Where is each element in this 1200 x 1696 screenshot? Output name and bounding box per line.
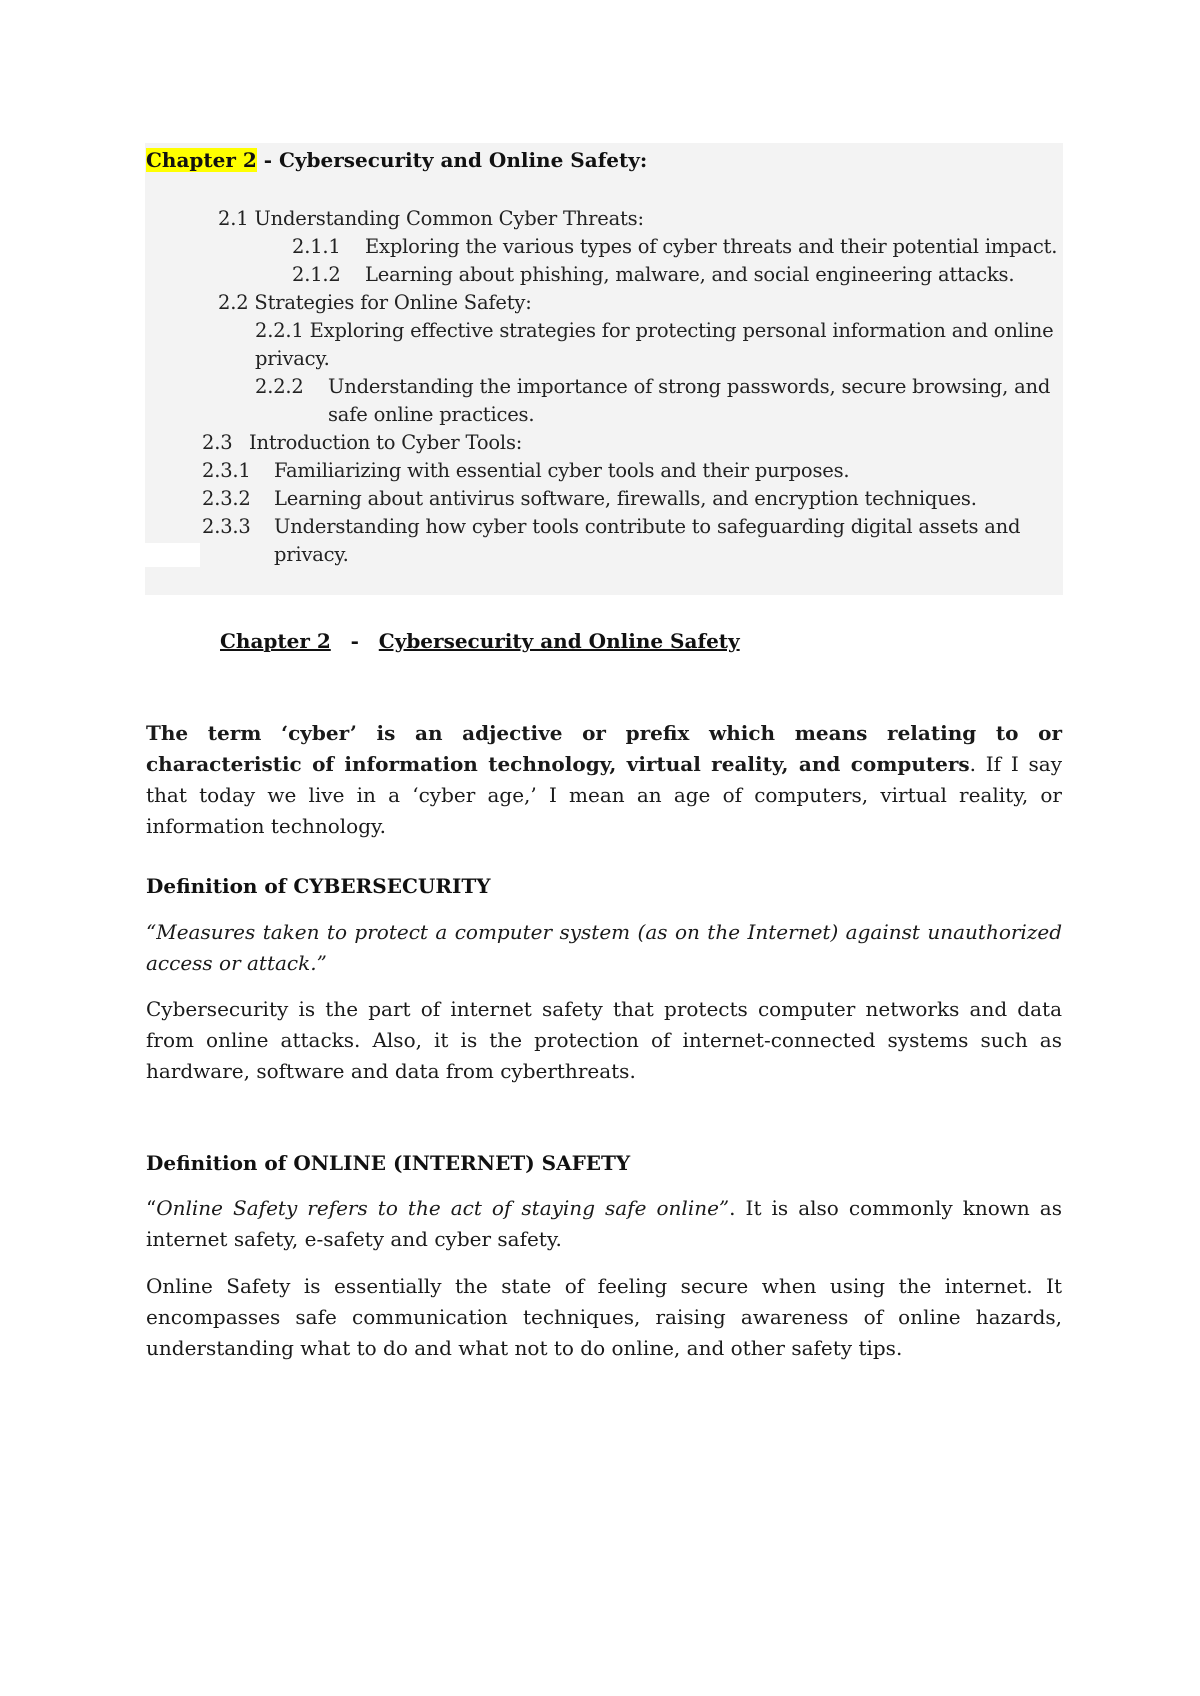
cybersecurity-body: Cybersecurity is the part of internet safety that protects computer networks and data from online attacks. Also, it is the protection of internet-connected systems such as hardware, software and data from cyberthreats.: [146, 997, 1062, 1083]
toc-number: 2.3.3: [202, 515, 251, 538]
toc-number: 2.2.2: [255, 375, 304, 398]
intro-text: . If I say that today we live in a ‘cyber age,’ I mean an age of computers, virtual reality, or information technology.: [146, 752, 1062, 838]
toc-text: Learning about antivirus software, firewalls, and encryption techniques.: [274, 487, 977, 510]
toc-text: Exploring effective strategies for protecting personal information and online: [309, 319, 1054, 342]
intro-bold-text: The term ‘cyber’ is an adjective or prefix which means relating to or characteristic of information technology, virtual reality, and computers: [146, 721, 1062, 776]
chapter-highlight: Chapter 2: [146, 148, 257, 172]
chapter-title-separator: -: [350, 629, 359, 653]
toc-text: Familiarizing with essential cyber tools and their purposes.: [274, 459, 850, 482]
cybersecurity-quote-text: “Measures taken to protect a computer system (as on the Internet) against unauthorized access or attack.”: [146, 920, 1062, 975]
toc-text: Learning about phishing, malware, and social engineering attacks.: [365, 263, 1015, 286]
online-safety-heading: Definition of ONLINE (INTERNET) SAFETY: [146, 1151, 631, 1175]
chapter-title-number: Chapter 2: [220, 629, 331, 653]
online-safety-body: Online Safety is essentially the state of feeling secure when using the internet. It encompasses safe communication techniques, raising awareness of online hazards, understanding what to do and what not to do online, and other safety tips.: [146, 1274, 1062, 1360]
cybersecurity-quote: [146, 917, 1062, 979]
intro-paragraph: [146, 718, 1062, 842]
toc-text: Strategies for Online Safety:: [254, 291, 532, 314]
toc-item-2-3-3-cont: [274, 541, 349, 569]
toc-number: 2.3.1: [202, 459, 251, 482]
online-safety-quote-rest: . It is also commonly known as internet safety, e-safety and cyber safety.: [146, 1196, 1062, 1251]
online-safety-quote: [146, 1193, 1062, 1255]
toc-text: Understanding Common Cyber Threats:: [254, 207, 644, 230]
toc-chapter-heading: [146, 146, 647, 174]
toc-notch: [145, 543, 200, 567]
online-safety-quote-text: Online Safety refers to the act of staying safe online”: [156, 1196, 730, 1220]
toc-text-continued: safe online practices.: [328, 403, 535, 426]
toc-item-2-1: [218, 205, 644, 233]
cybersecurity-heading: Definition of CYBERSECURITY: [146, 874, 491, 898]
toc-number: 2.3: [202, 431, 233, 454]
chapter-title: [220, 627, 740, 655]
toc-item-2-2: [218, 289, 532, 317]
quote-mark: “: [146, 1196, 157, 1220]
toc-number: 2.1: [218, 207, 249, 230]
toc-chapter-title: - Cybersecurity and Online Safety:: [256, 148, 648, 172]
toc-number: 2.3.2: [202, 487, 251, 510]
toc-number: 2.2: [218, 291, 249, 314]
toc-number: 2.2.1: [255, 319, 304, 342]
toc-item-2-2-1-cont: [255, 345, 330, 373]
toc-item-2-2-1: [255, 317, 1053, 345]
toc-number: 2.1.2: [292, 263, 341, 286]
toc-text: Understanding how cyber tools contribute to safeguarding digital assets and: [274, 515, 1021, 538]
toc-text: Exploring the various types of cyber threats and their potential impact.: [365, 235, 1058, 258]
toc-text-continued: privacy.: [255, 347, 330, 370]
toc-text-continued: privacy.: [274, 543, 349, 566]
toc-item-2-2-2-cont: [328, 401, 534, 429]
toc-text: Understanding the importance of strong passwords, secure browsing, and: [328, 375, 1051, 398]
toc-number: 2.1.1: [292, 235, 341, 258]
chapter-title-text: Cybersecurity and Online Safety: [378, 629, 740, 653]
toc-text: Introduction to Cyber Tools:: [249, 431, 523, 454]
